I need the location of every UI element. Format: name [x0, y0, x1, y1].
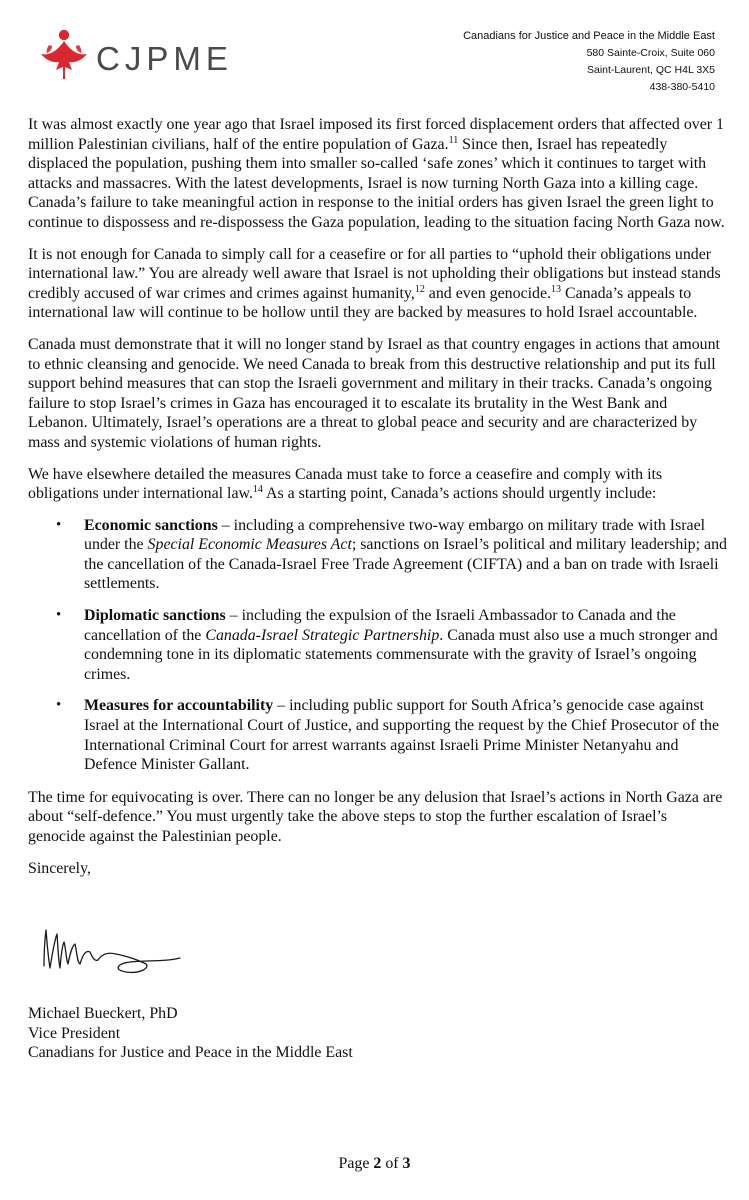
total-pages: 3: [402, 1155, 411, 1172]
paragraph-3: Canada must demonstrate that it will no longer stand by Israel as that country engages in actions that amount to ethnic cleansing and genocide. We need Canada to break from this destructive relationship and put its full support behind measures that can stop the Israeli government and military in their tracks. Canada’s ongoing failure to stop Israel’s crimes in Gaza has encouraged it to escalate its brutality in the West Bank and Lebanon. Ultimately, Israel’s operations are a threat to global peace and security and are characterized by mass and systemic violations of human rights.: [28, 335, 720, 451]
list-item-title: Economic sanctions: [84, 516, 218, 534]
org-name: Canadians for Justice and Peace in the Middle East: [463, 30, 715, 42]
measures-list: [28, 516, 728, 775]
list-item: • Diplomatic sanctions – including the expulsion of the Israeli Ambassador to Canada and the cancellation of the Canada-Israel Strategic Partnership. Canada must also use a much stronger and condemning tone in its diplomatic statements commensurate with the gravity of Israel’s ongoing crimes.: [56, 607, 718, 683]
signer-title: Vice President: [28, 1024, 121, 1042]
address-line-1: 580 Sainte-Croix, Suite 060: [586, 47, 715, 59]
signature: [30, 924, 210, 994]
phone-number: 438-380-5410: [649, 81, 715, 93]
address-block: [463, 28, 715, 96]
address-line-2: Saint-Laurent, QC H4L 3X5: [586, 64, 715, 76]
maple-leaf-icon: [38, 26, 90, 84]
paragraph-1: It was almost exactly one year ago that Israel imposed its first forced displacement orders that affected over 1 million Palestinian civilians, half of the entire population of Gaza.$^{11}$ Since then, Israel has repeatedly displaced the population, pushing them into smaller so-called ‘safe zones’ which it continues to target with attacks and massacres. With the latest developments, Israel is now turning North Gaza into a killing cage. Canada’s failure to take meaningful action in response to the initial orders has given Israel the green light to continue to dispossess and re-dispossess the Gaza population, leading to the situation facing North Gaza now.: [28, 116, 725, 231]
paragraph-5: The time for equivocating is over. There can no longer be any delusion that Israel’s actions in North Gaza are about “self-defence.” You must urgently take the above steps to stop the further escalation of Israel’s genocide against the Palestinian people.: [28, 788, 723, 845]
signer-name: Michael Bueckert, PhD: [28, 1005, 178, 1022]
footnote-ref: 12: [414, 283, 425, 295]
current-page: 2: [373, 1155, 382, 1172]
list-item-title: Measures for accountability: [84, 697, 274, 715]
bullet: •: [56, 516, 62, 533]
signer-org: Canadians for Justice and Peace in the Middle East: [28, 1044, 353, 1062]
bullet: •: [56, 607, 62, 624]
letterhead: [0, 0, 749, 110]
paragraph-4: We have elsewhere detailed the measures Canada must take to force a ceasefire and comply with its obligations under international law.$^{14}$ As a starting point, Canada’s actions should urgently include:: [28, 465, 663, 503]
list-item-title: Diplomatic sanctions: [84, 607, 226, 625]
page-number: Page 2 of 3: [338, 1155, 411, 1172]
footnote-ref: 13: [551, 283, 562, 295]
footnote-ref: 11: [448, 134, 459, 146]
logo-text: CJPME: [96, 40, 233, 77]
bullet: •: [56, 697, 62, 714]
closing: Sincerely,: [28, 859, 91, 877]
list-item: • Measures for accountability – including public support for South Africa’s genocide case against Israel at the International Court of Justice, and supporting the request by the Chief Prosecutor of the International Criminal Court for arrest warrants against Israeli Prime Minister Netanyahu and Defence Minister Gallant.: [56, 697, 720, 774]
letter-body: [28, 115, 728, 890]
signer-block: [28, 1004, 353, 1063]
cjpme-logo: [38, 26, 248, 82]
list-item: • Economic sanctions – including a comprehensive two-way embargo on military trade with Israel under the Special Economic Measures Act; sanctions on Israel’s political and military leadership; and the cancellation of the Canada-Israel Free Trade Agreement (CIFTA) and a ban on trade with Israeli settlements.: [56, 516, 727, 593]
paragraph-2: It is not enough for Canada to simply call for a ceasefire or for all parties to “uphold their obligations under international law.” You are already well aware that Israel is not upholding their obligations but instead stands credibly accused of war crimes and crimes against humanity,$^{12}$ and even genocide.$^{13}$ Canada’s appeals to international law will continue to be hollow until they are backed by measures to hold Israel accountable.: [28, 245, 721, 322]
footnote-ref: 14: [252, 484, 263, 496]
